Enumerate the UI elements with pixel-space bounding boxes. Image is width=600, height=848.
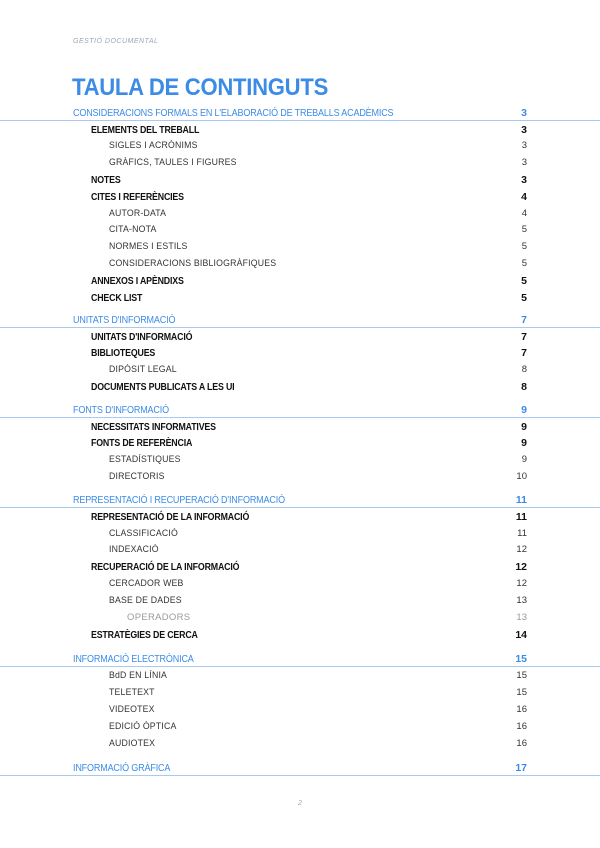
toc-entry-page: 5 — [521, 275, 527, 287]
toc-entry-label: ELEMENTS DEL TREBALL — [91, 124, 200, 136]
toc-entry[interactable] — [0, 543, 600, 557]
toc-entry[interactable] — [0, 156, 600, 170]
toc-entry-label: INFORMACIÓ ELECTRÒNICA — [73, 653, 194, 665]
toc-entry-page: 8 — [521, 381, 527, 393]
toc-entry-page: 7 — [521, 347, 527, 359]
toc-entry[interactable] — [0, 761, 600, 776]
toc-entry[interactable] — [0, 330, 600, 344]
toc-entry[interactable] — [0, 139, 600, 153]
toc-entry-label: REPRESENTACIÓ DE LA INFORMACIÓ — [91, 511, 250, 523]
toc-entry[interactable] — [0, 720, 600, 734]
toc-entry[interactable] — [0, 403, 600, 418]
toc-entry-label: OPERADORS — [127, 612, 191, 623]
toc-entry[interactable] — [0, 611, 600, 625]
toc-entry-page: 3 — [521, 124, 527, 136]
toc-entry-label: CITES I REFERÈNCIES — [91, 191, 184, 203]
toc-entry-page: 5 — [521, 258, 527, 269]
toc-entry-label: INDEXACIÓ — [109, 544, 159, 555]
toc-entry-label: AUDIOTEX — [109, 738, 156, 749]
toc-entry-label: FONTS DE REFERÈNCIA — [91, 437, 193, 449]
toc-entry-label: RECUPERACIÓ DE LA INFORMACIÓ — [91, 561, 240, 573]
toc-entry-page: 7 — [521, 331, 527, 343]
toc-entry[interactable] — [0, 577, 600, 591]
toc-entry[interactable] — [0, 173, 600, 187]
toc-entry-page: 3 — [521, 157, 527, 168]
toc-entry-label: BASE DE DADES — [109, 595, 182, 606]
toc-entry[interactable] — [0, 652, 600, 667]
toc-entry-label: CLASSIFICACIÓ — [109, 528, 178, 539]
toc-entry[interactable] — [0, 257, 600, 271]
toc-entry[interactable] — [0, 123, 600, 137]
toc-entry-label: GRÀFICS, TAULES I FIGURES — [109, 157, 237, 168]
toc-entry-page: 4 — [521, 208, 527, 219]
toc-entry-page: 3 — [521, 174, 527, 186]
toc-entry-page: 11 — [515, 511, 527, 523]
toc-entry-label: BdD EN LÍNIA — [109, 670, 168, 681]
toc-entry[interactable] — [0, 240, 600, 254]
toc-entry-page: 16 — [516, 704, 527, 715]
toc-entry-label: VIDEOTEX — [109, 704, 155, 715]
toc-entry-label: CITA-NOTA — [109, 224, 157, 235]
toc-entry-label: BIBLIOTEQUES — [91, 347, 156, 359]
toc-entry[interactable] — [0, 510, 600, 524]
toc-entry-page: 13 — [516, 595, 527, 606]
toc-entry-label: REPRESENTACIÓ I RECUPERACIÓ D'INFORMACIÓ — [73, 494, 285, 506]
toc-entry-page: 15 — [515, 653, 527, 665]
toc-entry-page: 9 — [521, 454, 527, 465]
toc-entry-label: UNITATS D'INFORMACIÓ — [73, 314, 176, 326]
toc-entry-page: 7 — [521, 314, 527, 326]
toc-entry-page: 10 — [516, 471, 527, 482]
toc-entry-label: TELETEXT — [109, 687, 155, 698]
page-number: 2 — [298, 800, 302, 807]
toc-entry-page: 9 — [521, 421, 527, 433]
toc-entry[interactable] — [0, 453, 600, 467]
toc-entry-label: CONSIDERACIONS BIBLIOGRÀFIQUES — [109, 258, 277, 269]
toc-entry-label: CONSIDERACIONS FORMALS EN L'ELABORACIÓ DE TREBALLS ACADÈMICS — [73, 107, 394, 119]
toc-entry[interactable] — [0, 669, 600, 683]
toc-entry-label: EDICIÓ ÒPTICA — [109, 721, 177, 732]
toc-entry-label: FONTS D'INFORMACIÓ — [73, 404, 169, 416]
toc-entry-label: AUTOR-DATA — [109, 208, 167, 219]
toc-entry[interactable] — [0, 703, 600, 717]
toc-entry[interactable] — [0, 628, 600, 642]
toc-entry[interactable] — [0, 380, 600, 394]
toc-entry-page: 12 — [516, 544, 527, 555]
toc-entry-label: NOTES — [91, 174, 121, 186]
toc-entry-label: ESTRATÈGIES DE CERCA — [91, 629, 198, 641]
toc-entry[interactable] — [0, 313, 600, 328]
toc-entry[interactable] — [0, 686, 600, 700]
toc-entry[interactable] — [0, 594, 600, 608]
toc-entry[interactable] — [0, 527, 600, 541]
toc-entry[interactable] — [0, 420, 600, 434]
toc-entry[interactable] — [0, 363, 600, 377]
toc-entry-label: INFORMACIÓ GRÀFICA — [73, 762, 171, 774]
toc-entry-page: 15 — [516, 670, 527, 681]
toc-entry-label: DOCUMENTS PUBLICATS A LES UI — [91, 381, 235, 393]
toc-entry[interactable] — [0, 737, 600, 751]
toc-entry[interactable] — [0, 346, 600, 360]
toc-entry[interactable] — [0, 436, 600, 450]
toc-title: TAULA DE CONTINGUTS — [72, 74, 329, 101]
toc-entry[interactable] — [0, 223, 600, 237]
toc-entry-page: 13 — [516, 612, 527, 623]
toc-entry-page: 11 — [515, 494, 527, 506]
toc-entry-page: 15 — [516, 687, 527, 698]
toc-entry[interactable] — [0, 106, 600, 121]
toc-entry-label: NECESSITATS INFORMATIVES — [91, 421, 216, 433]
toc-entry[interactable] — [0, 274, 600, 288]
toc-entry[interactable] — [0, 207, 600, 221]
toc-entry-label: CERCADOR WEB — [109, 578, 184, 589]
toc-entry-label: CHECK LIST — [91, 292, 143, 304]
toc-entry-label: DIPÒSIT LEGAL — [109, 364, 177, 375]
toc-entry-page: 4 — [521, 191, 527, 203]
toc-entry-label: ANNEXOS I APÈNDIXS — [91, 275, 184, 287]
toc-entry-page: 16 — [516, 721, 527, 732]
toc-entry[interactable] — [0, 291, 600, 305]
toc-entry-page: 17 — [515, 762, 527, 774]
toc-entry-label: NORMES I ESTILS — [109, 241, 188, 252]
toc-entry-page: 5 — [521, 241, 527, 252]
toc-entry-page: 3 — [521, 107, 527, 119]
toc-entry-page: 3 — [521, 140, 527, 151]
toc-entry[interactable] — [0, 470, 600, 484]
toc-entry-page: 12 — [516, 578, 527, 589]
toc-entry[interactable] — [0, 493, 600, 508]
toc-entry-page: 5 — [521, 224, 527, 235]
toc-entry-page: 14 — [515, 629, 527, 641]
toc-entry-page: 8 — [521, 364, 527, 375]
toc-entry-label: ESTADÍSTIQUES — [109, 454, 181, 465]
toc-entry-page: 9 — [521, 437, 527, 449]
toc-entry-page: 11 — [517, 528, 527, 539]
toc-entry[interactable] — [0, 560, 600, 574]
toc-entry-page: 9 — [521, 404, 527, 416]
toc-entry-page: 5 — [521, 292, 527, 304]
toc-entry-page: 16 — [516, 738, 527, 749]
running-header: GESTIÓ DOCUMENTAL — [73, 38, 159, 45]
toc-entry[interactable] — [0, 190, 600, 204]
toc-entry-page: 12 — [515, 561, 527, 573]
toc-entry-label: DIRECTORIS — [109, 471, 165, 482]
toc-entry-label: SIGLES I ACRÒNIMS — [109, 140, 198, 151]
toc-entry-label: UNITATS D'INFORMACIÓ — [91, 331, 193, 343]
